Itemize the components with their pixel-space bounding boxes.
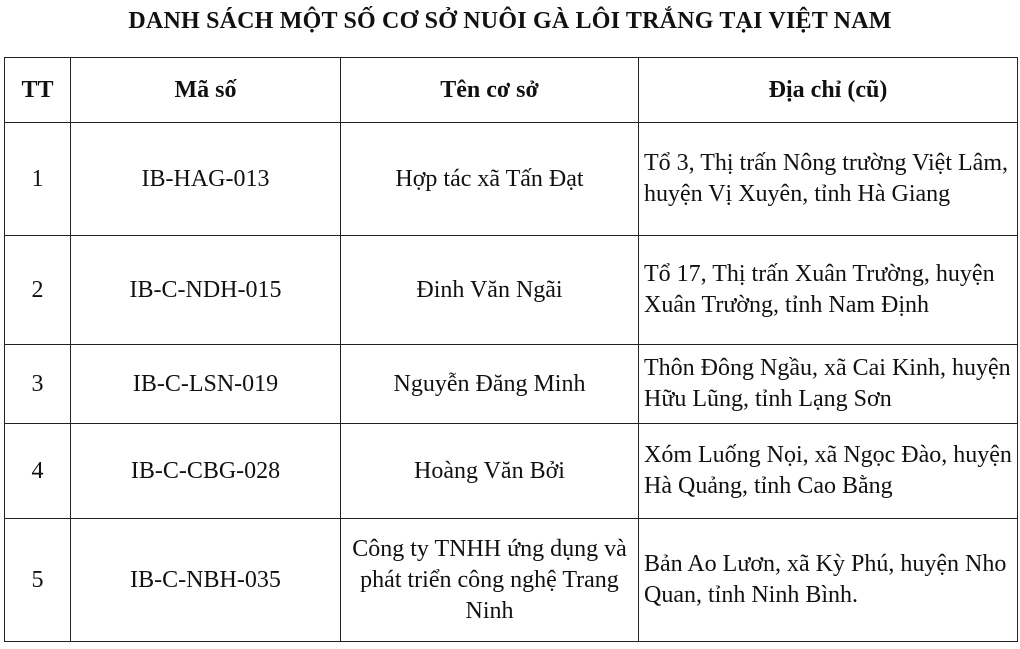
facility-name: Công ty TNHH ứng dụng và phát triển công nghệ Trang Ninh xyxy=(341,519,639,642)
facility-address: Tổ 3, Thị trấn Nông trường Việt Lâm, huyện Vị Xuyên, tỉnh Hà Giang xyxy=(639,123,1018,236)
facility-table xyxy=(4,57,1018,642)
facility-code: IB-C-CBG-028 xyxy=(71,424,341,519)
header-tt: TT xyxy=(5,58,71,123)
facility-address: Xóm Luống Nọi, xã Ngọc Đào, huyện Hà Quảng, tỉnh Cao Bằng xyxy=(639,424,1018,519)
table-header-row xyxy=(5,58,1018,123)
facility-address: Bản Ao Lươn, xã Kỳ Phú, huyện Nho Quan, tỉnh Ninh Bình. xyxy=(639,519,1018,642)
header-address: Địa chỉ (cũ) xyxy=(639,58,1018,123)
facility-code: IB-C-NDH-015 xyxy=(71,236,341,345)
table-row xyxy=(5,123,1018,236)
row-number: 4 xyxy=(5,424,71,519)
header-code: Mã số xyxy=(71,58,341,123)
facility-address: Thôn Đông Ngầu, xã Cai Kinh, huyện Hữu Lũng, tỉnh Lạng Sơn xyxy=(639,345,1018,424)
facility-code: IB-C-NBH-035 xyxy=(71,519,341,642)
document-title: DANH SÁCH MỘT SỐ CƠ SỞ NUÔI GÀ LÔI TRẮNG TẠI VIỆT NAM xyxy=(128,8,892,34)
facility-name: Nguyễn Đăng Minh xyxy=(341,345,639,424)
table-row xyxy=(5,519,1018,642)
table-row xyxy=(5,236,1018,345)
row-number: 1 xyxy=(5,123,71,236)
facility-name: Hợp tác xã Tấn Đạt xyxy=(341,123,639,236)
table-row xyxy=(5,345,1018,424)
facility-address: Tổ 17, Thị trấn Xuân Trường, huyện Xuân Trường, tỉnh Nam Định xyxy=(639,236,1018,345)
table-row xyxy=(5,424,1018,519)
row-number: 5 xyxy=(5,519,71,642)
facility-name: Đinh Văn Ngãi xyxy=(341,236,639,345)
row-number: 2 xyxy=(5,236,71,345)
facility-name: Hoàng Văn Bởi xyxy=(341,424,639,519)
facility-code: IB-C-LSN-019 xyxy=(71,345,341,424)
header-name: Tên cơ sở xyxy=(341,58,639,123)
facility-code: IB-HAG-013 xyxy=(71,123,341,236)
row-number: 3 xyxy=(5,345,71,424)
